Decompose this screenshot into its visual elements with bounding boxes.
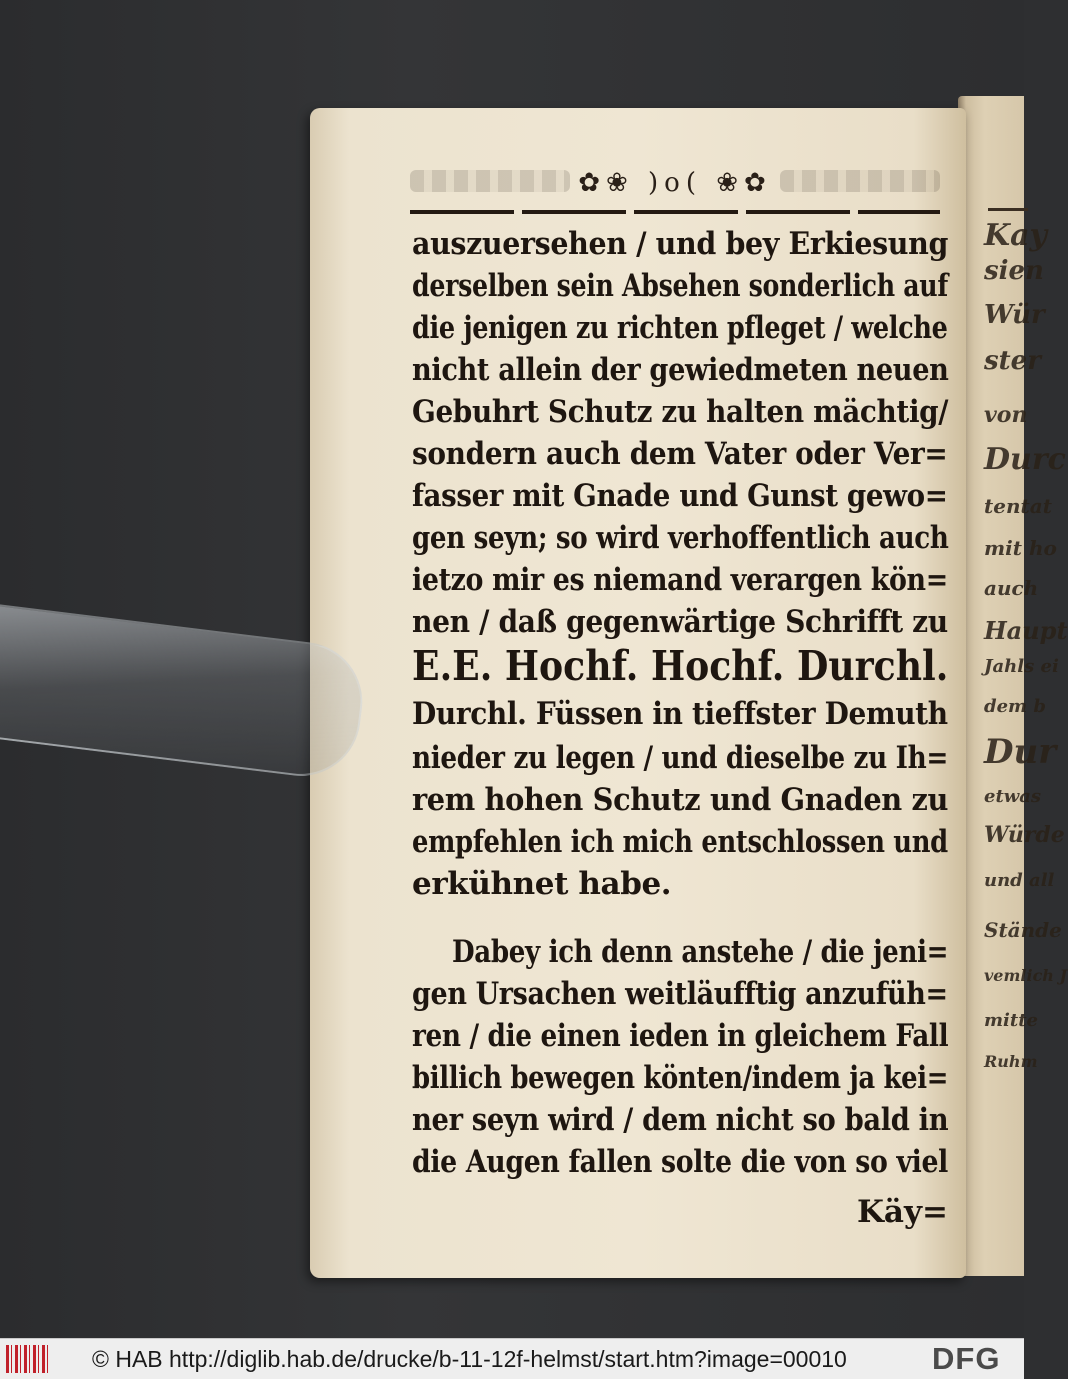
facing-fragment: und all xyxy=(984,870,1055,891)
facing-fragment: Dur xyxy=(984,732,1057,772)
text-line: sondern auch dem Vater oder Ver= xyxy=(412,436,948,472)
facing-fragment: von xyxy=(984,402,1028,428)
text-line: Durchl. Füssen in tieffster Demuth xyxy=(412,696,948,732)
catchword: Käy= xyxy=(856,1194,948,1230)
headpiece-ornament xyxy=(410,162,940,196)
text-line: derselben sein Absehen sonderlich auf xyxy=(412,268,948,304)
facing-fragment: etwas xyxy=(984,786,1042,807)
text-line: ner seyn wird / dem nicht so bald in xyxy=(412,1102,949,1138)
text-line: empfehlen ich mich entschlossen und xyxy=(412,824,948,860)
hab-barcode-icon xyxy=(6,1345,50,1373)
text-line: billich bewegen könten/indem ja kei= xyxy=(412,1060,949,1096)
facing-fragment: mit ho xyxy=(984,536,1057,560)
facing-fragment: dem b xyxy=(984,696,1046,717)
text-line: gen seyn; so wird verhoffentlich auch xyxy=(412,520,949,556)
text-line: fasser mit Gnade und Gunst gewo= xyxy=(412,478,948,514)
footer-bar xyxy=(0,1338,1024,1379)
ornament-glyphs: ✿❀ )o( ❀✿ xyxy=(578,168,772,198)
facing-fragment: Wür xyxy=(984,300,1045,330)
text-line-emphasis: E.E. Hochf. Hochf. Durchl. xyxy=(412,642,949,690)
head-rule xyxy=(410,210,940,214)
text-line: erkühnet habe. xyxy=(412,866,672,902)
facing-fragment: ster xyxy=(984,346,1041,376)
text-line: auszuersehen / und bey Erkiesung xyxy=(412,226,949,262)
dfg-logo: DFG xyxy=(932,1341,1001,1376)
text-line: die Augen fallen solte die von so viel xyxy=(412,1144,948,1180)
text-line: nicht allein der gewiedmeten neuen xyxy=(412,352,949,388)
facing-fragment: Ruhm xyxy=(984,1052,1038,1071)
text-line: ietzo mir es niemand verargen kön= xyxy=(412,562,948,598)
text-line: nen / daß gegenwärtige Schrifft zu xyxy=(412,604,948,640)
text-line: die jenigen zu richten pfleget / welche xyxy=(412,310,948,346)
facing-fragment: vemlich J xyxy=(984,966,1068,985)
text-line: Gebuhrt Schutz zu halten mächtig/ xyxy=(412,394,949,430)
facing-fragment: Kay xyxy=(984,218,1047,253)
facing-page xyxy=(958,96,1068,1276)
text-line: nieder zu legen / und dieselbe zu Ih= xyxy=(412,740,949,776)
facing-fragment: Jahls ei xyxy=(984,656,1059,677)
text-line: ren / die einen ieden in gleichem Fall xyxy=(412,1018,949,1054)
facing-fragment: mitte xyxy=(984,1010,1038,1031)
facing-fragment: Stände xyxy=(984,918,1062,942)
facing-fragment: sien xyxy=(984,256,1044,286)
facing-fragment: Würde xyxy=(984,822,1065,848)
facing-fragment: auch xyxy=(984,576,1039,600)
paragraph-start-line: Dabey ich denn anstehe / die jeni= xyxy=(452,934,949,970)
facing-fragment: tentat xyxy=(984,494,1052,518)
text-line: rem hohen Schutz und Gnaden zu xyxy=(412,782,949,818)
text-line: gen Ursachen weitläufftig anzufüh= xyxy=(412,976,948,1012)
facing-page-rule xyxy=(988,208,1028,211)
facing-fragment: Durc xyxy=(984,442,1066,477)
facing-fragment: Haupt xyxy=(984,616,1068,645)
source-url[interactable]: © HAB http://diglib.hab.de/drucke/b-11-12f-helmst/start.htm?image=00010 xyxy=(92,1346,847,1372)
